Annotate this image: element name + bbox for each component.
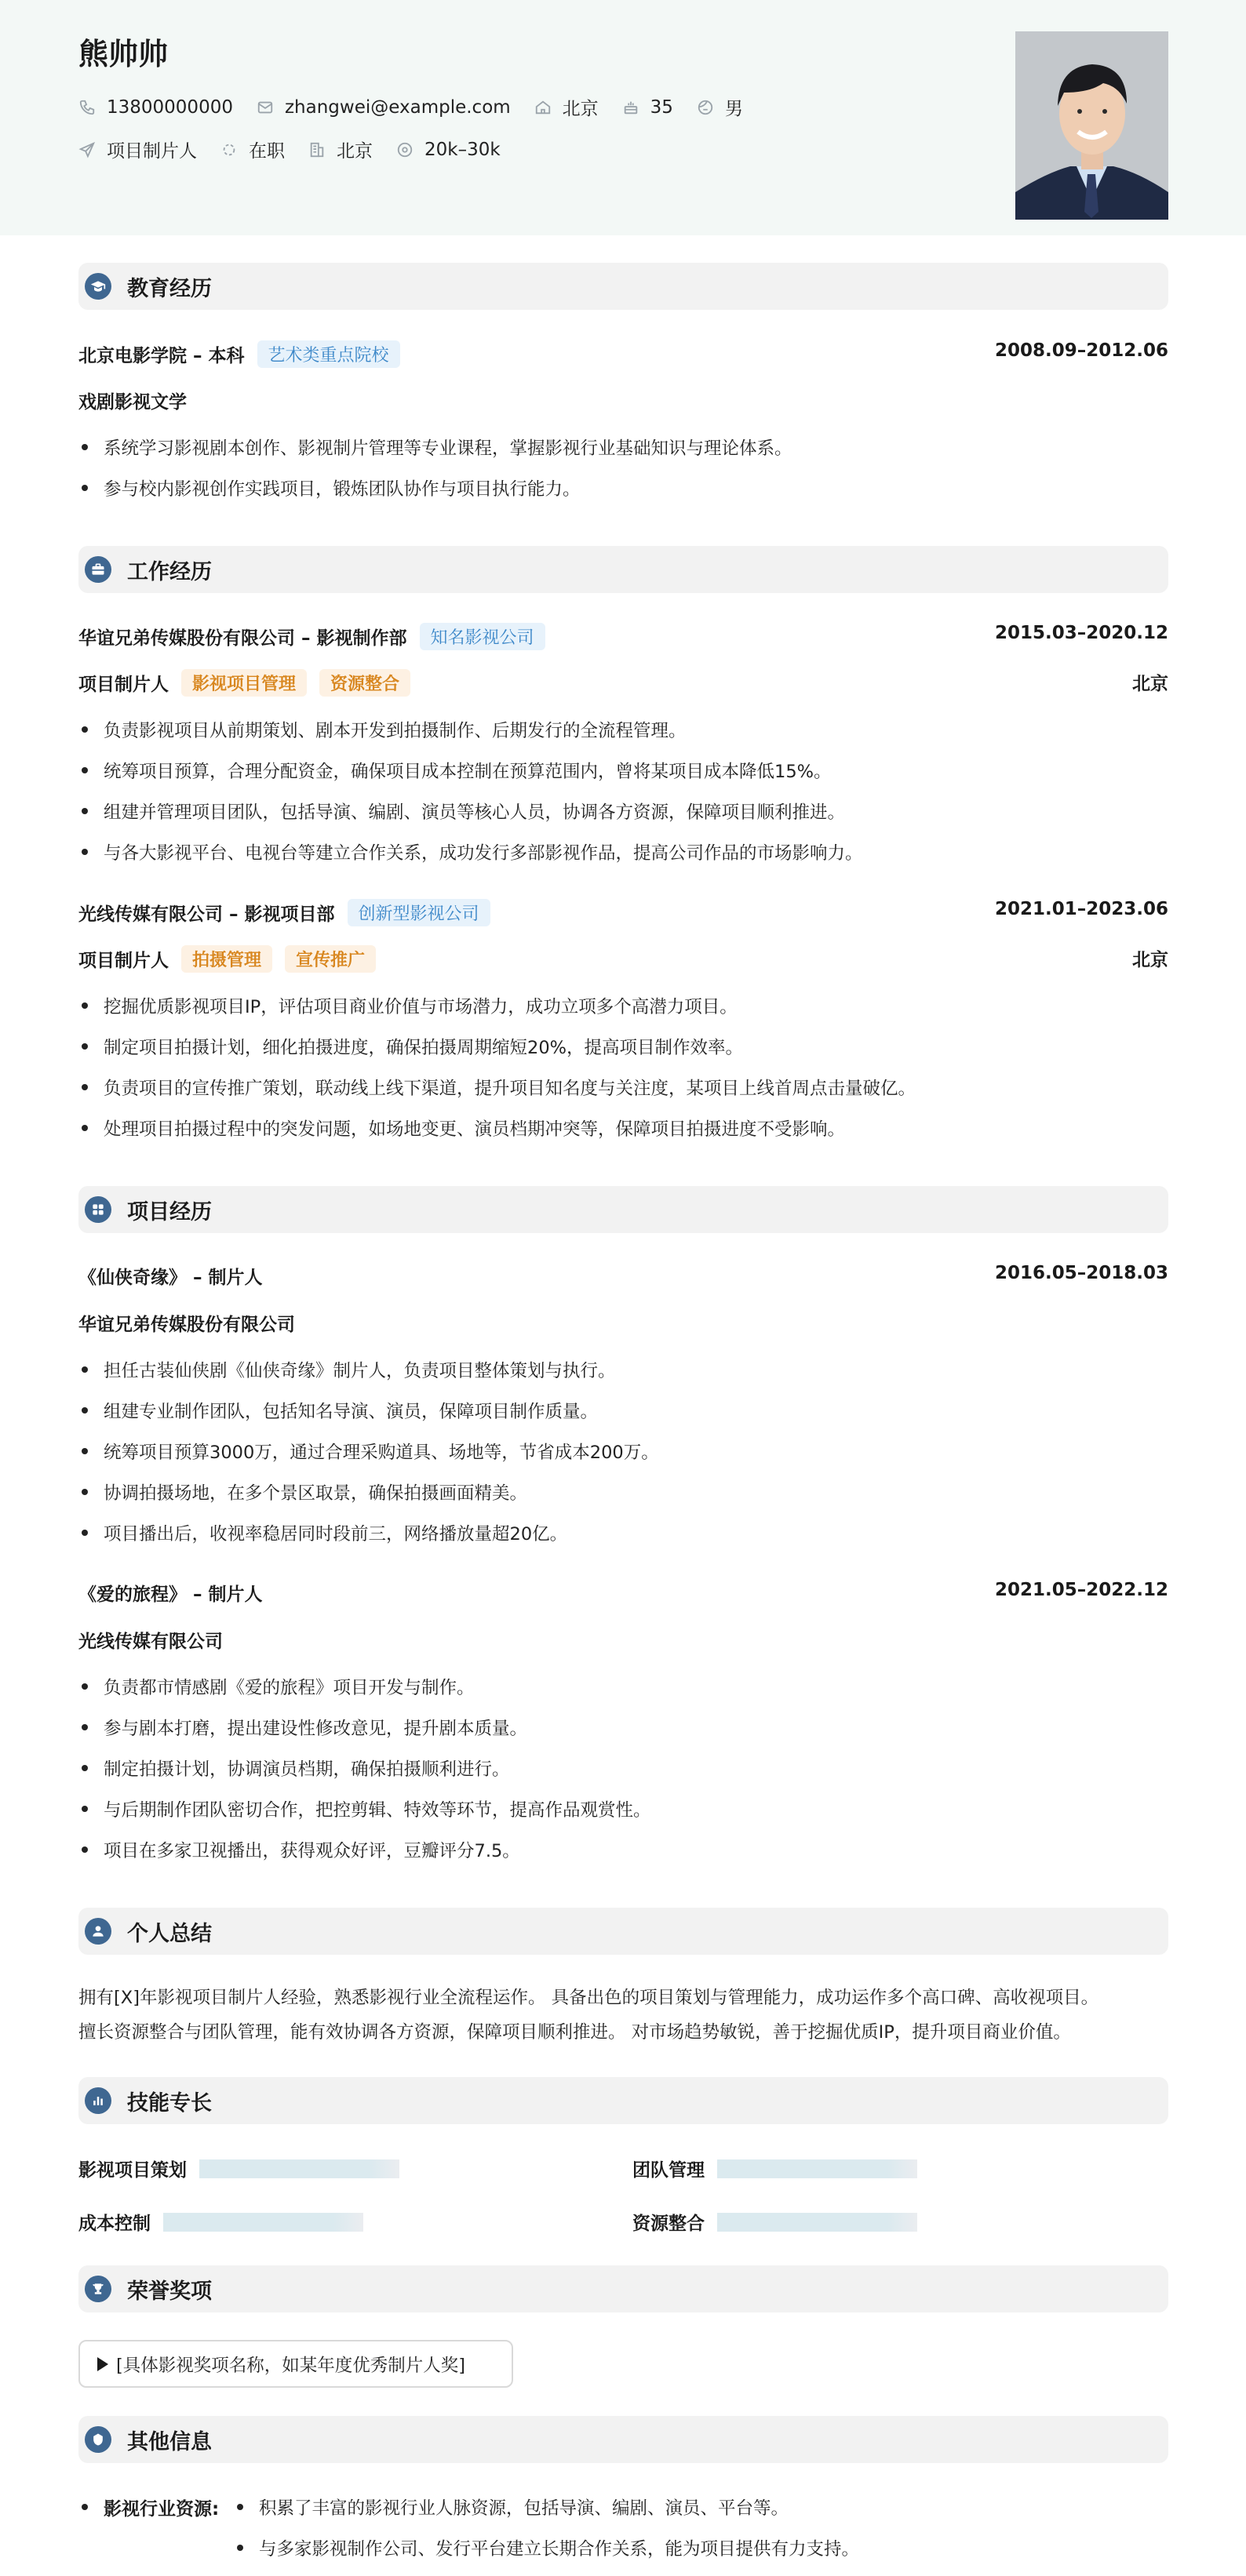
list-item: 积累了丰富的影视行业人脉资源，包括导演、编剧、演员、平台等。 (234, 2494, 789, 2520)
section-title: 荣誉奖项 (127, 2279, 212, 2304)
status-item (220, 136, 285, 162)
company-tag: 知名影视公司 (420, 623, 545, 650)
company-tag: 创新型影视公司 (348, 899, 490, 926)
skill-item (632, 2156, 917, 2181)
position-item (78, 136, 197, 162)
salary-text: 20k–30k (424, 139, 501, 160)
project-date: 2016.05–2018.03 (994, 1263, 1168, 1283)
section-title: 教育经历 (127, 276, 212, 301)
section-honors (78, 2265, 1168, 2312)
section-other (78, 2416, 1168, 2463)
age-item (622, 97, 673, 118)
project-company: 光线传媒有限公司 (78, 1632, 223, 1652)
cake-icon (622, 99, 639, 116)
work-role-row (78, 669, 410, 697)
work-city-text: 北京 (337, 141, 373, 162)
list-item: 制定拍摄计划，协调演员档期，确保拍摄顺利进行。 (78, 1756, 510, 1781)
graduation-cap-icon (85, 273, 111, 300)
school-tag: 艺术类重点院校 (257, 340, 400, 368)
list-item: 负责都市情感剧《爱的旅程》项目开发与制作。 (78, 1674, 475, 1699)
list-item: 参与校内影视创作实践项目，锻炼团队协作与项目执行能力。 (78, 475, 581, 500)
project-company: 华谊兄弟传媒股份有限公司 (78, 1315, 295, 1335)
skill-item (78, 2156, 399, 2181)
other-label: 影视行业资源: (78, 2494, 219, 2520)
bar-chart-icon (85, 2087, 111, 2114)
list-item: 参与剧本打磨，提出建设性修改意见，提升剧本质量。 (78, 1715, 527, 1740)
briefcase-icon (85, 556, 111, 583)
summary-line: 拥有[X]年影视项目制片人经验，熟悉影视行业全流程运作。 具备出色的项目策划与管理能力，成功运作多个高口碑、高收视项目。 (78, 1988, 1099, 2008)
phone-text: 13800000000 (107, 96, 233, 118)
skill-name: 资源整合 (632, 2214, 705, 2234)
resume-header (0, 0, 1246, 235)
email-item (257, 97, 511, 118)
list-item: 组建并管理项目团队，包括导演、编剧、演员等核心人员，协调各方资源，保障项目顺利推进。 (78, 799, 845, 824)
skill-level-bar (163, 2213, 363, 2232)
user-icon (85, 1918, 111, 1945)
email-text: zhangwei@example.com (284, 96, 511, 118)
position-text: 项目制片人 (107, 141, 197, 162)
skill-tag: 影视项目管理 (181, 669, 307, 697)
status-text: 在职 (249, 141, 285, 162)
section-title: 技能专长 (127, 2090, 212, 2116)
skill-tag: 资源整合 (319, 669, 410, 697)
work-company (78, 623, 545, 650)
coin-icon (396, 141, 414, 158)
phone-icon (78, 99, 96, 116)
skill-level-bar (199, 2159, 399, 2178)
work-role-row (78, 945, 376, 973)
list-item: 担任古装仙侠剧《仙侠奇缘》制片人，负责项目整体策划与执行。 (78, 1357, 616, 1382)
list-item: 项目在多家卫视播出，获得观众好评，豆瓣评分7.5。 (78, 1837, 520, 1862)
project-title: 《爱的旅程》 – 制片人 (78, 1585, 263, 1605)
award-item[interactable] (78, 2340, 513, 2388)
list-item: 统筹项目预算，合理分配资金，确保项目成本控制在预算范围内，曾将某项目成本降低15%。 (78, 758, 832, 783)
list-item: 协调拍摄场地，在多个景区取景，确保拍摄画面精美。 (78, 1479, 527, 1504)
work-company (78, 899, 490, 926)
work-location: 北京 (1132, 950, 1168, 970)
company-name: 光线传媒有限公司 – 影视项目部 (78, 904, 335, 925)
list-item: 项目播出后，收视率稳居同时段前三，网络播放量超20亿。 (78, 1520, 567, 1545)
section-summary (78, 1908, 1168, 1955)
list-item: 制定项目拍摄计划，细化拍摄进度，确保拍摄周期缩短20%，提高项目制作效率。 (78, 1034, 743, 1059)
list-item: 统筹项目预算3000万，通过合理采购道具、场地等，节省成本200万。 (78, 1439, 659, 1464)
list-item: 与多家影视制作公司、发行平台建立长期合作关系，能为项目提供有力支持。 (234, 2535, 859, 2560)
gender-text: 男 (724, 99, 743, 119)
list-item: 系统学习影视剧本创作、影视制片管理等专业课程，掌握影视行业基础知识与理论体系。 (78, 435, 792, 460)
person-face-icon (697, 99, 714, 116)
work-date: 2015.03–2020.12 (994, 623, 1168, 643)
list-item: 负责项目的宣传推广策划，联动线上线下渠道，提升项目知名度与关注度，某项目上线首周点击量破亿。 (78, 1075, 916, 1100)
section-education (78, 263, 1168, 310)
section-title: 工作经历 (127, 559, 212, 584)
list-item: 处理项目拍摄过程中的突发问题，如场地变更、演员档期冲突等，保障项目拍摄进度不受影响。 (78, 1115, 845, 1141)
mail-icon (257, 99, 274, 116)
work-location: 北京 (1132, 674, 1168, 694)
list-item: 组建专业制作团队，包括知名导演、演员，保障项目制作质量。 (78, 1398, 598, 1423)
list-item: 与后期制作团队密切合作，把控剪辑、特效等环节，提高作品观赏性。 (78, 1796, 651, 1821)
role-title: 项目制片人 (78, 951, 169, 971)
section-title: 个人总结 (127, 1921, 212, 1946)
city-text: 北京 (562, 99, 599, 119)
award-text: [具体影视奖项名称，如某年度优秀制片人奖] (116, 2355, 466, 2376)
education-school (78, 340, 400, 368)
loading-icon (220, 141, 238, 158)
section-skills (78, 2077, 1168, 2124)
school-name: 北京电影学院 – 本科 (78, 346, 245, 366)
salary-item (396, 140, 501, 160)
section-projects (78, 1186, 1168, 1233)
skill-level-bar (717, 2213, 917, 2232)
phone-item (78, 97, 233, 118)
job-intent-row (78, 136, 524, 162)
education-major: 戏剧影视文学 (78, 392, 187, 413)
company-name: 华谊兄弟传媒股份有限公司 – 影视制作部 (78, 628, 407, 649)
caret-right-icon (97, 2357, 108, 2371)
section-title: 其他信息 (127, 2429, 212, 2454)
project-date: 2021.05–2022.12 (994, 1580, 1168, 1600)
home-icon (534, 99, 552, 116)
building-icon (308, 141, 326, 158)
role-title: 项目制片人 (78, 675, 169, 695)
skill-item (78, 2209, 363, 2235)
skill-tag: 拍摄管理 (181, 945, 272, 973)
summary-line: 擅长资源整合与团队管理，能有效协调各方资源，保障项目顺利推进。 对市场趋势敏锐，善于挖掘优质IP，提升项目商业价值。 (78, 2022, 1071, 2043)
work-date: 2021.01–2023.06 (994, 899, 1168, 919)
section-title: 项目经历 (127, 1199, 212, 1224)
education-date: 2008.09–2012.06 (994, 340, 1168, 361)
gender-item (697, 94, 743, 120)
candidate-name: 熊帅帅 (78, 37, 169, 71)
city-item (534, 94, 599, 120)
age-text: 35 (650, 96, 673, 118)
contact-row (78, 94, 767, 120)
skill-name: 成本控制 (78, 2214, 151, 2234)
list-item: 负责影视项目从前期策划、剧本开发到拍摄制作、后期发行的全流程管理。 (78, 717, 687, 742)
work-city-item (308, 136, 373, 162)
list-item: 与各大影视平台、电视台等建立合作关系，成功发行多部影视作品，提高公司作品的市场影响力。 (78, 839, 863, 864)
project-title: 《仙侠奇缘》 – 制片人 (78, 1268, 263, 1288)
skill-name: 影视项目策划 (78, 2160, 187, 2181)
badge-icon (85, 2426, 111, 2453)
skill-item (632, 2209, 917, 2235)
skill-level-bar (717, 2159, 917, 2178)
summary-text (78, 1981, 1177, 2050)
section-work (78, 546, 1168, 593)
grid-icon (85, 1196, 111, 1223)
list-item: 挖掘优质影视项目IP，评估项目商业价值与市场潜力，成功立项多个高潜力项目。 (78, 993, 738, 1018)
trophy-icon (85, 2276, 111, 2302)
send-icon (78, 141, 96, 158)
skill-tag: 宣传推广 (285, 945, 376, 973)
skill-name: 团队管理 (632, 2160, 705, 2181)
profile-photo (1015, 31, 1168, 220)
